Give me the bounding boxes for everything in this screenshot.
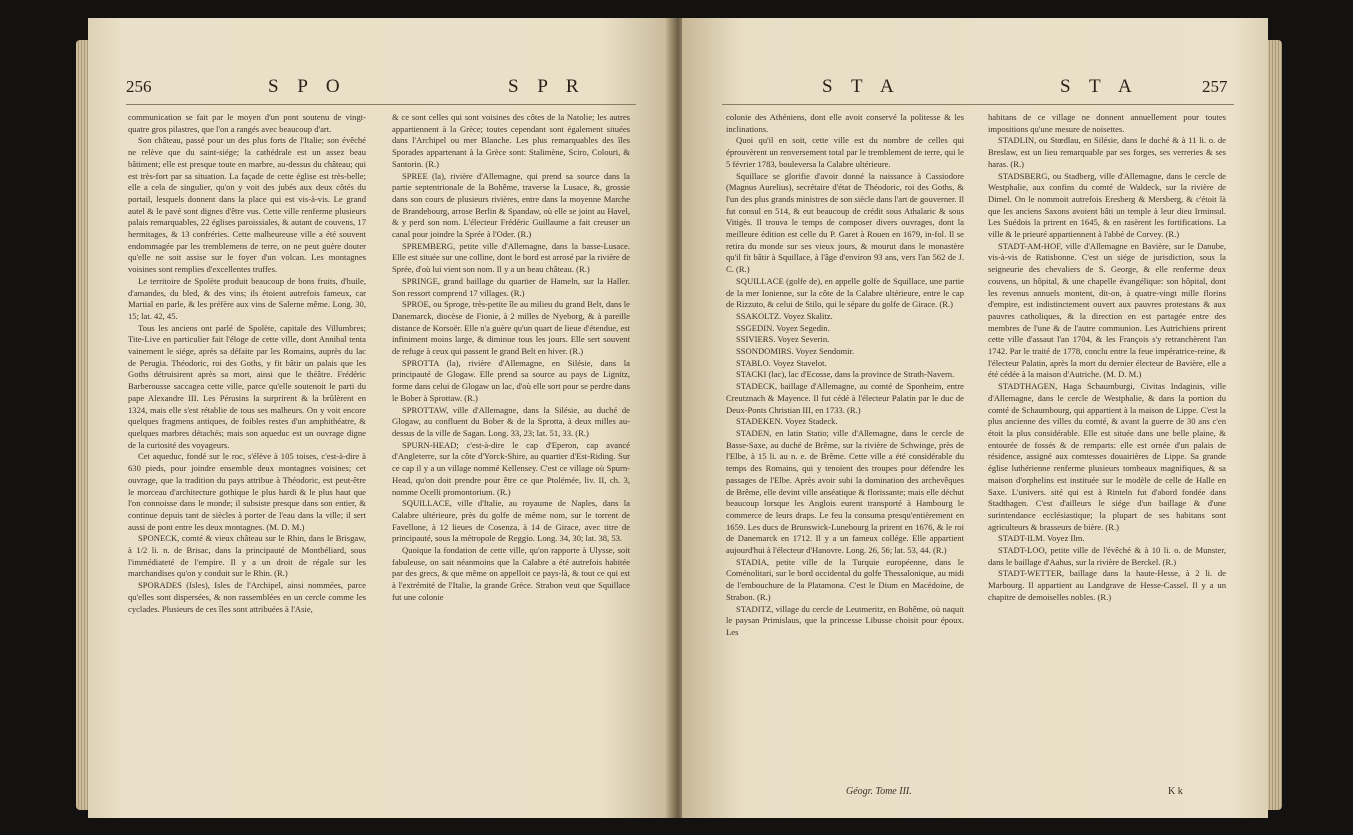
left-page-column-2 xyxy=(392,112,630,604)
left-page xyxy=(88,18,672,818)
text-paragraph: STADSBERG, ou Stadberg, ville d'Allemagne, dans le cercle de Westphalie, aux confins du comté de Waldeck, sur la rivière de Dimel. On le nommoit autrefois Eresberg & Mersberg, & c'étoit là que les anciens Saxons avoient bâti un temple à leur dieu Irminsul. Les Suédois la prirent en 1645, & en rasèrent les fortifications. La ville & le prieuré appartiennent à l'abbé de Corvey. (R.) xyxy=(988,170,1226,240)
header-rule-left xyxy=(126,104,636,105)
text-paragraph: STADEKEN. Voyez Stadeck. xyxy=(736,416,838,427)
text-paragraph: STADT-LOO, petite ville de l'évêché & à 10 li. o. de Munster, dans le baillage d'Aahus, sur la rivière de Berckel. (R.) xyxy=(988,545,1226,567)
running-head-right-2: S T A xyxy=(1060,76,1139,97)
text-paragraph: STADLIN, ou Stœdlau, en Silésie, dans le duché & à 11 li. o. de Breslaw, est un lieu remarquable par ses forges, ses verreries & ses haras. (R.) xyxy=(988,135,1226,169)
running-head-left-2: S P R xyxy=(508,76,586,97)
text-paragraph: colonie des Athéniens, dont elle avoit conservé la politesse & les inclinations. xyxy=(726,112,964,134)
text-paragraph: SSONDOMIRS. Voyez Sendomir. xyxy=(736,346,855,357)
text-paragraph: SPORADES (Isles), Isles de l'Archipel, ainsi nommées, parce qu'elles sont dispersées, & non rassemblées en un cercle comme les cyclades. Plusieurs de ces îles sont attribuées à l'Asie, xyxy=(128,580,366,614)
header-rule-right xyxy=(722,104,1234,105)
text-paragraph: STACKI (lac), lac d'Ecosse, dans la province de Strath-Navern. xyxy=(736,369,955,380)
text-paragraph: STADT-WETTER, baillage dans la haute-Hesse, à 2 li. de Marbourg. Il appartient au Landgrave de Hesse-Cassel. Il y a un chapitre de demoiselles nobles. (R.) xyxy=(988,568,1226,602)
text-paragraph: Squillace se glorifie d'avoir donné la naissance à Cassiodore (Magnus Aurelius), secrétaire d'état de Théodoric, roi des Goths, & l'un des plus grands ministres de son siècle dans l'art de gouverner. Il fut consul en 514, & eut beaucoup de crédit sous Athalaric & sous Vitigès. Il trouva le temps de composer divers ouvrages, dont la meilleure édition est celle du P. Garet à Rouen en 1679, in-fol. Il se retira du monde sur ses vieux jours, & mourut dans le monastère qu'il fit bâtir à Squillace, à l'âge d'environ 93 ans, vers l'an 562 de J. C. (R.) xyxy=(726,170,964,275)
text-paragraph: STADEN, en latin Statio; ville d'Allemagne, dans le cercle de Basse-Saxe, au duché de Brême, sur la rivière de Schwinge, près de l'Elbe, à 15 li. au n. e. de Brême. Cette ville a été considérable du temps des Romains, qui y tenoient des troupes pour défendre les passages de l'Elbe. Après avoir subi la domination des archevêques de Brême, elle devint ville anséatique & florissante; mais elle déchut beaucoup lorsque les Anglois eurent transporté à Hambourg le commerce de leurs draps. Le feu la consuma presqu'entièrement en 1659. Les ducs de Brunswick-Lunebourg la prirent en 1676, & le roi de Danemarck en 1712. Il y a un fameux collége. Elle appartient aujourd'hui à l'électeur d'Hanovre. Long. 26, 56; lat. 53, 44. (R.) xyxy=(726,427,964,556)
right-page-column-1 xyxy=(726,112,964,639)
right-page-header xyxy=(1202,76,1228,98)
text-paragraph: Quoique la fondation de cette ville, qu'on rapporte à Ulysse, soit fabuleuse, on sait néanmoins que la Calabre a été autrefois habitée par des grecs, & que même on appelloit ce pays-là, & tout ce qui est à l'extrémité de l'Italie, la grande Grèce. Strabon veut que Squillace fut une colonie xyxy=(392,545,630,602)
right-page xyxy=(682,18,1268,818)
text-paragraph: SPREMBERG, petite ville d'Allemagne, dans la basse-Lusace. Elle est située sur une colline, dont le bord est arrosé par la rivière de Sprée, d'où lui vient son nom. Il y a un beau château. (R.) xyxy=(392,240,630,275)
text-paragraph: STADITZ, village du cercle de Leutmeritz, en Bohême, où naquit le paysan Primislaus, que la princesse Libusse choisit pour époux. Les xyxy=(726,603,964,637)
left-page-header xyxy=(126,76,152,98)
text-paragraph: STABLO. Voyez Stavelot. xyxy=(736,357,827,368)
signature-mark: Géogr. Tome III. xyxy=(846,786,912,797)
text-paragraph: SPROTTAW, ville d'Allemagne, dans la Silésie, au duché de Glogaw, au confluent du Bober & de la Sprotta, à deux milles au-dessus de la ville de Sagan. Long. 33, 23; lat. 51, 33. (R.) xyxy=(392,404,630,438)
text-paragraph: SPROTTA (la), rivière d'Allemagne, en Silésie, dans la principauté de Glogaw. Elle prend sa source au pays de Lignitz, forme dans celui de Glogaw un lac, d'où elle sort pour se perdre dans le Bober à Sprottaw. (R.) xyxy=(392,357,630,403)
text-paragraph: communication se fait par le moyen d'un pont soutenu de vingt-quatre gros pilastres, que l'on a rangés avec beaucoup d'art. xyxy=(128,112,366,134)
text-paragraph: SPONECK, comté & vieux château sur le Rhin, dans le Brisgaw, à 1/2 li. n. de Brisac, dans la principauté de Montbéliard, sous l'immédiateté de l'empire. Il y a un droit de régale sur les marchandises qu'on y conduit sur le Rhin. (R.) xyxy=(128,533,366,579)
text-paragraph: habitans de ce village ne donnent annuellement pour toutes impositions qu'une mesure de noisettes. xyxy=(988,112,1226,134)
text-paragraph: & ce sont celles qui sont voisines des côtes de la Natolie; les autres appartiennent à la Grèce; toutes cependant sont également situées dans l'Archipel ou mer Blanche. Les plus remarquables des îles Sporades appartenant à la Grèce sont: Stalimène, Sciro, Colouri, & Santorin. (R.) xyxy=(392,112,630,169)
left-page-column-1 xyxy=(128,112,366,615)
text-paragraph: STADT-AM-HOF, ville d'Allemagne en Bavière, sur le Danube, vis-à-vis de Ratisbonne. C'est un siége de jurisdiction, sous la seigneurie des chevaliers de S. George, & elle renferme deux couvens, un hôpital, & une chapelle évangélique: son hôpital, dont les revenus annuels montent, dit-on, à quatre-vingt mille florins d'empire, est indistinctement ouvert aux pauvres protestans & aux pauvres catholiques, & la direction en est partagée entre des membres de l'une & de l'autre communion. Les Autrichiens prirent cette ville d'assaut l'an 1704, & les François s'y retranchèrent l'an 1742. Par le traité de 1778, conclu entre la feue impératrice-reine, & l'électeur Palatin, après la mort du dernier électeur de Bavière, elle a été cédée à la maison d'Autriche. (M. D. M.) xyxy=(988,240,1226,380)
right-page-column-2 xyxy=(988,112,1226,604)
text-paragraph: SSGEDIN. Voyez Segedin. xyxy=(736,322,830,333)
open-book xyxy=(88,18,1268,818)
page-number-left: 256 xyxy=(126,77,152,96)
text-paragraph: STADIA, petite ville de la Turquie européenne, dans le Coménolitari, sur le bord occidental du golfe Thessalonique, au midi de l'embouchure de la Platamona. C'est le Dium en Macédoine, de Strabon. (R.) xyxy=(726,556,964,602)
page-number-right: 257 xyxy=(1202,77,1228,96)
text-paragraph: SQUILLACE (golfe de), en appelle golfe de Squillace, une partie de la mer Ionienne, sur la côte de la Calabre ultérieure, entre le cap de Rizzuto, & celui de Stilo, qui le sépare du golfe de Girace. (R.) xyxy=(726,275,964,310)
text-paragraph: Son château, passé pour un des plus forts de l'Italie; son évêché ne relève que du saint-siége; la cathédrale est un assez beau bâtiment; elle est presque toute en marbre, au-dessus du château; qui est très-fort par sa situation. La façade de cette église est très-belle; elle a cela de singulier, qu'on y voit des jubés aux deux côtés du portail, lesquels donnent dans la place qui est vis-à-vis. Le grand autel & le pavé sont dignes d'être vus. Cette ville renferme plusieurs palais remarquables, 22 églises paroissiales, & autant de couvens, 17 hermitages, & 13 confréries. Cette malheureuse ville a été souvent endommagée par les tremblemens de terre, on ne peut guère douter qu'elle ne soit assise sur le foyer d'un volcan. Les montagnes voisines sont remplies d'excellentes truffes. xyxy=(128,135,366,275)
running-head-left-1: S P O xyxy=(268,76,347,97)
text-paragraph: Le territoire de Spolète produit beaucoup de bons fruits, d'huile, d'amandes, du bled, & des vins; ils étoient autrefois fameux, car Martial en parle, & les préfère aux vins de Salerne même. Long. 30, 15; lat. 42, 45. xyxy=(128,275,366,321)
text-paragraph: STADT-ILM. Voyez Ilm. xyxy=(998,533,1085,544)
text-paragraph: SSIVIERS. Voyez Severin. xyxy=(736,334,830,345)
text-paragraph: Tous les anciens ont parlé de Spolète, capitale des Villumbres; Tite-Live en particulier fait l'éloge de cette ville, dont Annibal tenta vainement le siége, après sa défaite par les Romains, auprès du lac de Perugia. Théodoric, roi des Goths, y fit bâtir un palais que les Goths détruisirent après sa mort, ainsi que le théâtre. Frédéric Barberousse saccagea cette ville, parce qu'elle soutenoit le parti du pape Alexandre III. Les Pérusins la surprirent & la brûlèrent en 1324, mais elle s'est rétablie de tous ses malheurs. On y voit encore quelques fragmens antiques, de foibles restes d'un amphithéatre, & quelques marbres détachés; mais son aqueduc est un ouvrage digne de la curiosité des voyageurs. xyxy=(128,322,366,450)
running-head-right-1: S T A xyxy=(822,76,901,97)
text-paragraph: SPROE, ou Sproge, très-petite île au milieu du grand Belt, dans le Danemarck, diocèse de Fionie, à 2 milles de Nyeborg, & à pareille distance de Korsoër. Elle n'a guère qu'un quart de lieue d'étendue, est infiniment moins large, & diminue tous les jours. Elle sert souvent de refuge à ceux qui passent le grand Belt en hiver. (R.) xyxy=(392,299,630,357)
text-paragraph: Quoi qu'il en soit, cette ville est du nombre de celles qui éprouvèrent un renversement total par le tremblement de terre, qui le 5 février 1783, bouleversa la Calabre ultérieure. xyxy=(726,135,964,169)
text-paragraph: SPURN-HEAD; c'est-à-dire le cap d'Eperon, cap avancé d'Angleterre, sur la côte d'Yorck-Shire, au quartier d'Est-Riding. Sur ce cap il y a un village nommé Kellensey. C'est ce village où Spurn-Head, qu'on doit prendre pour être ce que Ptolémée, liv. II, ch. 3, nomme Ocelli promontorium. (R.) xyxy=(392,439,630,497)
text-paragraph: STADTHAGEN, Haga Schaumburgi, Civitas Indaginis, ville d'Allemagne, dans le cercle de Westphalie, & dans la portion du comté de Schaumbourg, qui appartient à la maison de Lippe. C'est la plus ancienne des villes du comté, & avant la guerre de 30 ans c'en étoit la plus considérable. Elle est située dans une belle plaine, & entourée de fossés & de remparts: elle est ornée d'un palais de résidence, assigné aux comtesses douairières de Lippe. Sa grande église luthérienne renferme plusieurs tombeaux magnifiques, & sa maison d'orphelins est instituée sur le modèle de celle de Halle en Saxe. L'univers. sité qui est à Rinteln fut d'abord fondée dans Stadthagen. C'est d'ailleurs le siége d'un baillage & d'une surintendance ecclésiastique; la plupart de ses habitans sont agriculteurs & brasseurs de bière. (R.) xyxy=(988,381,1226,532)
text-paragraph: SQUILLACE, ville d'Italie, au royaume de Naples, dans la Calabre ultérieure, près du golfe de même nom, sur le torrent de Favellone, à 12 lieues de Cosenza, à 14 de Girace, avec titre de principauté, sous la métropole de Reggio. Long. 34, 30; lat. 38, 53. xyxy=(392,498,630,544)
text-paragraph: STADECK, baillage d'Allemagne, au comté de Sponheim, entre Creutznach & Mayence. Il fut cédé à l'électeur Palatin par le duc de Deux-Ponts Christian III, en 1733. (R.) xyxy=(726,381,964,415)
text-paragraph: Cet aqueduc, fondé sur le roc, s'élève à 105 toises, c'est-à-dire à 630 pieds, pour joindre ensemble deux montagnes voisines; cet ouvrage, que la tradition du pays attribue à Théodoric, est peut-être le morceau d'architecture gothique le plus hardi & le plus haut que l'on connoisse dans le monde; il subsiste presque dans son entier, & continue depuis tant de siècles à porter de l'eau dans la ville; il sert aussi de pont entre les deux montagnes. (M. D. M.) xyxy=(128,451,366,532)
catchword: K k xyxy=(1168,786,1183,797)
text-paragraph: SPRINGE, grand baillage du quartier de Hameln, sur la Haller. Son ressort comprend 17 villages. (R.) xyxy=(392,275,630,298)
text-paragraph: SPREE (la), rivière d'Allemagne, qui prend sa source dans la partie septentrionale de la Bohême, traverse la Lusace, &, grossie dans son cours de plusieurs rivières, entre dans la moyenne Marche de Brandebourg, arrose Berlin & Spandaw, où elle se joint au Havel, & y perd son nom. L'électeur Frédéric Guillaume a fait creuser un canal pour joindre la Sprée à l'Oder. (R.) xyxy=(392,170,630,240)
text-paragraph: SSAKOLTZ. Voyez Skalitz. xyxy=(736,310,833,321)
